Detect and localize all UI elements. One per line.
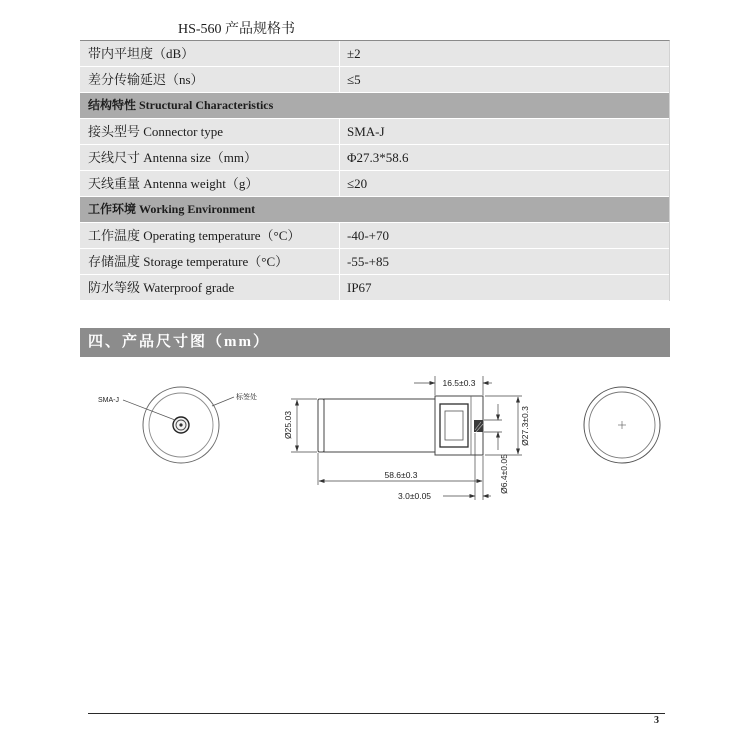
section-heading: 工作环境 Working Environment [88, 202, 256, 216]
spec-label: 防水等级 Waterproof grade [80, 275, 340, 300]
dimension-section-heading-bar [80, 328, 670, 357]
spec-value: -40-+70 [347, 228, 389, 243]
spec-value: ≤5 [347, 72, 361, 87]
section-heading: 结构特性 Structural Characteristics [88, 98, 274, 112]
spec-value: SMA-J [347, 124, 385, 139]
dimension-drawing [0, 360, 750, 520]
spec-label: 存储温度 Storage temperature（°C） [80, 249, 340, 274]
spec-label: 带内平坦度（dB） [80, 41, 340, 66]
spec-row-storage-temperature [80, 249, 669, 275]
spec-value: -55-+85 [347, 254, 389, 269]
spec-section-environment [80, 197, 669, 223]
spec-value: Φ27.3*58.6 [347, 150, 409, 165]
document-title: HS-560 产品规格书 [178, 22, 296, 37]
spec-row-antenna-weight [80, 171, 669, 197]
connector-diameter-label: Ø6.4±0.05 [499, 454, 509, 494]
spec-row-antenna-size [80, 145, 669, 171]
dimension-section-heading: 四、产品尺寸图（mm） [88, 334, 270, 350]
spec-value: ≤20 [347, 176, 368, 191]
rear-connector-stub [474, 420, 483, 432]
front-view [98, 387, 257, 463]
end-length-label: 3.0±0.05 [398, 491, 432, 501]
spec-label: 差分传输延迟（ns） [80, 67, 340, 92]
spec-label: 接头型号 Connector type [80, 119, 340, 144]
spec-value: IP67 [347, 280, 372, 295]
spec-row-waterproof-grade [80, 275, 669, 301]
rear-view [584, 387, 660, 463]
spec-row-differential-delay [80, 67, 669, 93]
overall-length-label: 58.6±0.3 [384, 470, 418, 480]
spec-value: ±2 [347, 46, 361, 61]
spec-row-operating-temperature [80, 223, 669, 249]
spec-row-passband-flatness [80, 41, 669, 67]
collar-length-label: 16.5±0.3 [442, 378, 476, 388]
spec-label: 天线重量 Antenna weight（g） [80, 171, 340, 196]
sma-connector-pin [179, 423, 182, 426]
end-cap [318, 399, 324, 452]
spec-section-structural [80, 93, 669, 119]
spec-table [80, 40, 670, 301]
label-position-leader-line [212, 397, 234, 406]
body-diameter-label: Ø25.03 [283, 411, 293, 439]
spec-label: 天线尺寸 Antenna size（mm） [80, 145, 340, 170]
side-view [318, 396, 483, 455]
page-number: 3 [654, 715, 659, 726]
footer-rule [88, 713, 665, 714]
cylinder-body [324, 399, 435, 452]
label-position-callout: 标签处 [236, 394, 257, 401]
spec-row-connector-type [80, 119, 669, 145]
collar-diameter-label: Ø27.3±0.3 [520, 406, 530, 446]
sma-j-callout: SMA-J [98, 397, 119, 404]
sma-j-leader-line [123, 400, 175, 420]
spec-label: 工作温度 Operating temperature（°C） [80, 223, 340, 248]
